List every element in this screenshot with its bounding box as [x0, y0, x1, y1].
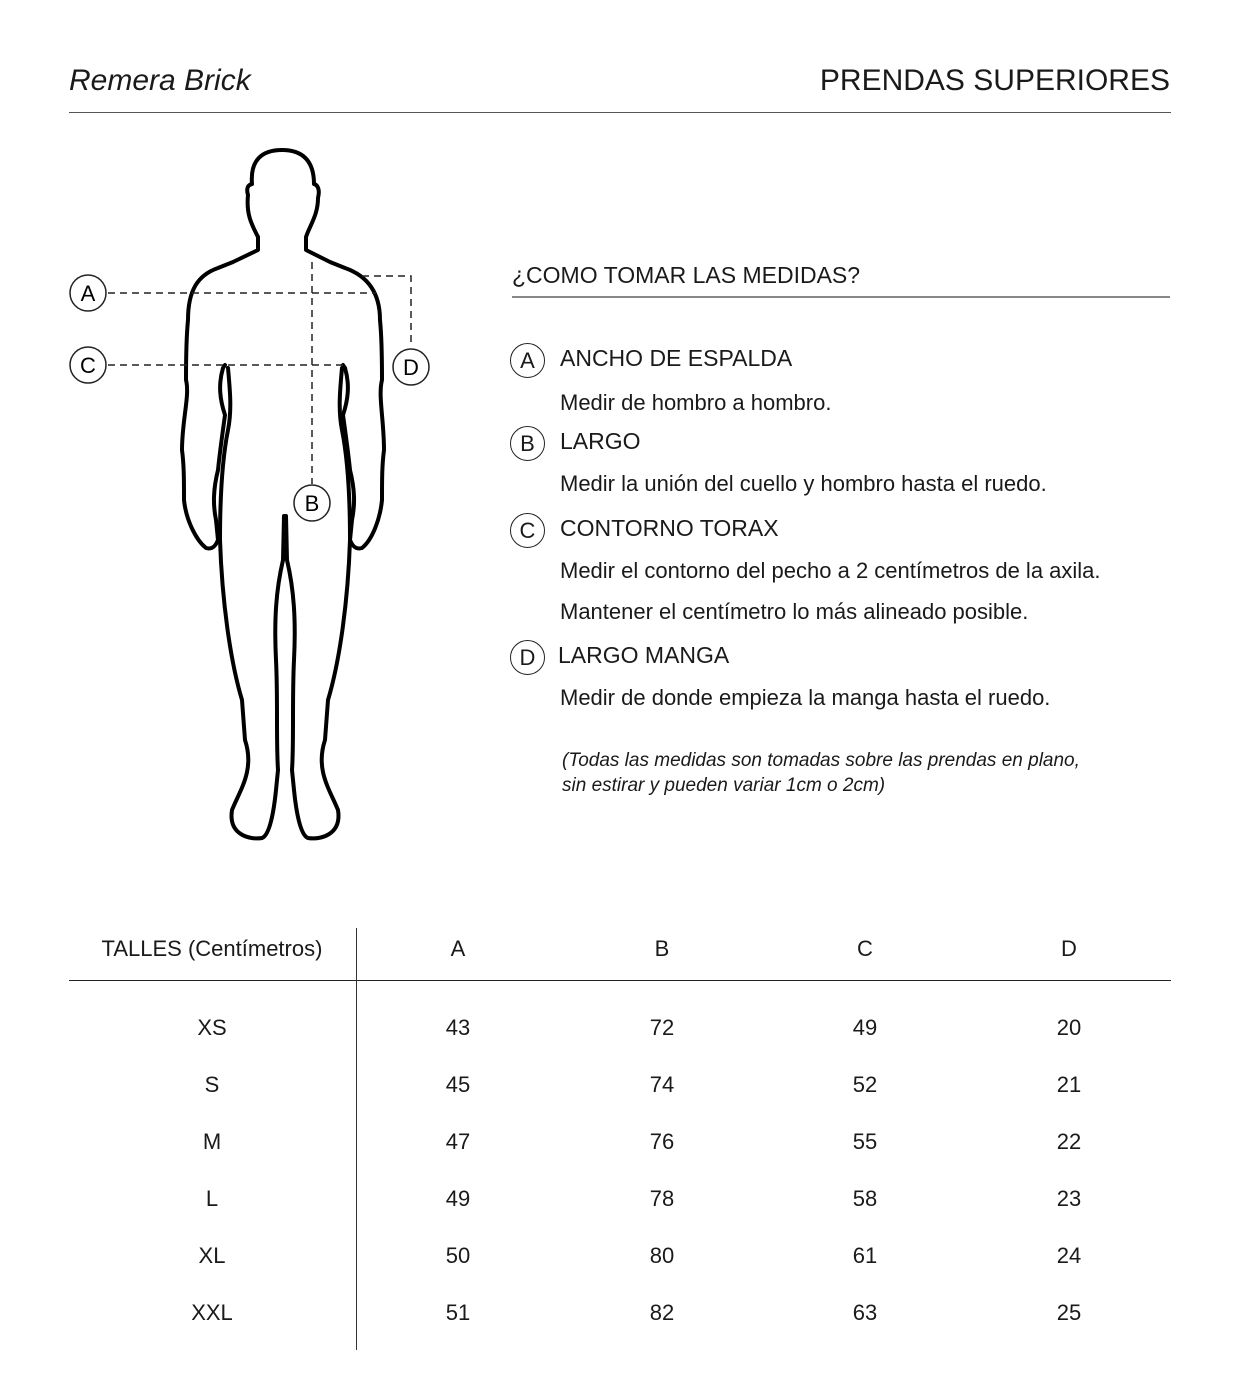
measure-value: 72 — [649, 1015, 675, 1040]
measure-value: 24 — [1056, 1243, 1082, 1268]
step-b-label: LARGO — [560, 428, 641, 454]
measure-value: 49 — [852, 1015, 878, 1040]
size-label: M — [202, 1129, 222, 1154]
measure-value: 23 — [1056, 1186, 1082, 1211]
body-figure-diagram — [60, 140, 460, 860]
marker-c — [70, 347, 106, 383]
marker-a — [70, 275, 106, 311]
measure-value: 63 — [852, 1300, 878, 1325]
measure-value: 51 — [445, 1300, 471, 1325]
measure-value: 47 — [445, 1129, 471, 1154]
step-c-badge: C — [510, 513, 545, 548]
measure-value: 78 — [649, 1186, 675, 1211]
measure-value: 22 — [1056, 1129, 1082, 1154]
step-d-label: LARGO MANGA — [558, 642, 730, 668]
measure-value: 55 — [852, 1129, 878, 1154]
step-a-label: ANCHO DE ESPALDA — [560, 345, 793, 371]
measure-value: 45 — [445, 1072, 471, 1097]
size-label: L — [205, 1186, 219, 1211]
measure-value: 61 — [852, 1243, 878, 1268]
size-label: XS — [197, 1015, 227, 1040]
note-line-2: sin estirar y pueden variar 1cm o 2cm) — [562, 775, 886, 796]
measure-value: 20 — [1056, 1015, 1082, 1040]
howto-title: ¿COMO TOMAR LAS MEDIDAS? — [512, 262, 861, 288]
marker-d-label: D — [403, 355, 419, 380]
product-title: Remera Brick — [69, 64, 251, 97]
measure-lines — [108, 262, 411, 484]
measure-value: 82 — [649, 1300, 675, 1325]
measure-value: 80 — [649, 1243, 675, 1268]
measure-value: 43 — [445, 1015, 471, 1040]
step-d-description: Medir de donde empieza la manga hasta el ruedo. — [560, 685, 1051, 710]
header-divider — [69, 112, 1171, 113]
table-column-divider — [356, 928, 357, 1350]
step-c-description-1: Medir el contorno del pecho a 2 centímetros de la axila. — [560, 558, 1101, 583]
size-label: XL — [198, 1243, 226, 1268]
step-d-badge: D — [510, 640, 545, 675]
body-outline — [182, 150, 384, 838]
marker-d — [393, 349, 429, 385]
howto-divider — [512, 296, 1170, 298]
marker-a-label: A — [80, 281, 96, 306]
step-a-description: Medir de hombro a hombro. — [560, 390, 832, 415]
size-label: XXL — [191, 1300, 233, 1325]
table-header-c: C — [857, 936, 873, 961]
table-header-a: A — [450, 936, 466, 961]
size-label: S — [204, 1072, 220, 1097]
step-c-label: CONTORNO TORAX — [560, 515, 779, 541]
measure-value: 50 — [445, 1243, 471, 1268]
marker-b-label: B — [304, 491, 320, 516]
measure-value: 76 — [649, 1129, 675, 1154]
measure-value: 49 — [445, 1186, 471, 1211]
table-header-b: B — [654, 936, 670, 961]
measure-value: 74 — [649, 1072, 675, 1097]
marker-b — [294, 485, 330, 521]
step-a-badge: A — [510, 343, 545, 378]
measure-value: 25 — [1056, 1300, 1082, 1325]
step-b-description: Medir la unión del cuello y hombro hasta el ruedo. — [560, 471, 1047, 496]
table-header-d: D — [1061, 936, 1077, 961]
measure-value: 52 — [852, 1072, 878, 1097]
measure-value: 58 — [852, 1186, 878, 1211]
step-b-badge: B — [510, 426, 545, 461]
note-line-1: (Todas las medidas son tomadas sobre las prendas en plano, — [562, 750, 1080, 771]
measure-value: 21 — [1056, 1072, 1082, 1097]
step-c-description-2: Mantener el centímetro lo más alineado posible. — [560, 599, 1029, 624]
table-header-size: TALLES (Centímetros) — [101, 936, 323, 961]
category-title: PRENDAS SUPERIORES — [819, 64, 1170, 97]
marker-c-label: C — [80, 353, 96, 378]
